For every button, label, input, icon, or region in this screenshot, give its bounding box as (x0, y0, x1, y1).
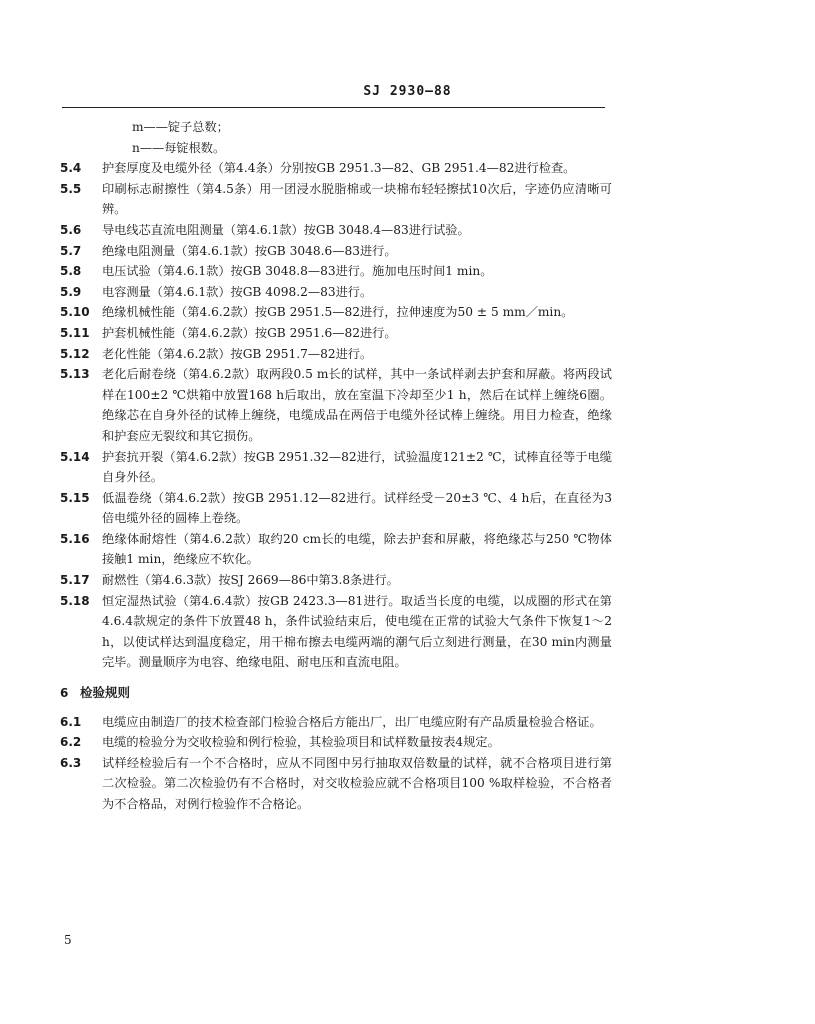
clause-text: 恒定湿热试验（第4.6.4款）按GB 2423.3—81进行。取适当长度的电缆，以成圈的形式在第4.6.4款规定的条件下放置48 h，条件试验结束后，使电缆在正常的试验大气条件下恢复1～2 h，以使试样达到温度稳定，用干棉布擦去电缆两端的潮气后立刻进行测量，在30 min内测量完毕。测量顺序为电容、绝缘电阻、耐电压和直流电阻。 (102, 593, 612, 670)
clause-text: 护套机械性能（第4.6.2款）按GB 2951.6—82进行。 (102, 325, 397, 340)
clause-number: 5.10 (60, 305, 90, 320)
clause-number: 5.6 (60, 222, 82, 237)
clause-number: 5.5 (60, 181, 82, 196)
clause-text: 绝缘电阻测量（第4.6.1款）按GB 3048.6—83进行。 (102, 243, 397, 258)
clause-text: 低温卷绕（第4.6.2款）按GB 2951.12—82进行。试样经受－20±3 ℃、4 h后，在直径为3倍电缆外径的圆棒上卷绕。 (102, 490, 612, 526)
clause-5-6 (60, 220, 612, 241)
clause-5-9 (60, 282, 612, 303)
clause-5-16 (60, 529, 612, 570)
clause-text: 耐燃性（第4.6.3款）按SJ 2669—86中第3.8条进行。 (102, 573, 399, 588)
page-number: 5 (64, 933, 72, 947)
clause-text: 老化后耐卷绕（第4.6.2款）取两段0.5 m长的试样，其中一条试样剥去护套和屏蔽。将两段试样在100±2 ℃烘箱中放置168 h后取出，放在室温下冷却至少1 h，然后在试样上缠绕6圈。绝缘芯在自身外径的试棒上缠绕，电缆成品在两倍于电缆外径试棒上缠绕。用目力检查，绝缘和护套应无裂纹和其它损伤。 (102, 367, 612, 443)
clause-text: 导电线芯直流电阻测量（第4.6.1款）按GB 3048.4—83进行试验。 (102, 222, 470, 237)
clause-number: 6.2 (60, 735, 82, 750)
variable-definition: n——每锭根数。 (132, 140, 226, 155)
clause-number: 6.3 (60, 755, 82, 770)
clause-text: 绝缘体耐熔性（第4.6.2款）取约20 cm长的电缆，除去护套和屏蔽，将绝缘芯与250 ℃物体接触1 min，绝缘应不软化。 (102, 531, 612, 567)
clause-number: 5.16 (60, 531, 90, 546)
clause-number: 5.8 (60, 264, 82, 279)
section-number: 6 (60, 686, 69, 701)
clause-number: 5.17 (60, 573, 90, 588)
clause-text: 电容测量（第4.6.1款）按GB 4098.2—83进行。 (102, 284, 373, 299)
clause-number: 5.14 (60, 449, 90, 464)
clause-5-8 (60, 261, 612, 282)
clause-5-4 (60, 158, 612, 179)
clause-text: 电压试验（第4.6.1款）按GB 3048.8—83进行。施加电压时间1 min。 (102, 264, 493, 279)
clause-number: 5.9 (60, 284, 82, 299)
header-rule (62, 107, 605, 108)
section-heading (60, 683, 612, 704)
clause-5-14 (60, 447, 612, 488)
clause-5-11 (60, 323, 612, 344)
clause-text: 电缆应由制造厂的技术检查部门检验合格后方能出厂，出厂电缆应附有产品质量检验合格证。 (102, 714, 602, 729)
clause-text: 绝缘机械性能（第4.6.2款）按GB 2951.5—82进行，拉伸速度为50 ± 5 mm／min。 (102, 305, 574, 320)
clause-text: 印刷标志耐擦性（第4.5条）用一团浸水脱脂棉或一块棉布轻轻擦拭10次后，字迹仍应清晰可辨。 (102, 181, 612, 217)
section-title: 检验规则 (80, 685, 131, 701)
clause-number: 5.15 (60, 490, 90, 505)
clause-5-7 (60, 241, 612, 262)
clause-number: 5.4 (60, 161, 82, 176)
clause-text: 护套厚度及电缆外径（第4.4条）分别按GB 2951.3—82、GB 2951.4—82进行检查。 (102, 161, 576, 176)
clause-5-12 (60, 344, 612, 365)
clause-5-17 (60, 570, 612, 591)
clause-text: 电缆的检验分为交收检验和例行检验，其检验项目和试样数量按表4规定。 (102, 735, 500, 750)
clause-5-18 (60, 591, 612, 673)
clause-text: 护套抗开裂（第4.6.2款）按GB 2951.32—82进行，试验温度121±2 ℃，试棒直径等于电缆自身外径。 (102, 449, 612, 485)
clause-5-10 (60, 302, 612, 323)
clause-5-13 (60, 364, 612, 446)
document-body (60, 117, 612, 815)
clause-number: 5.7 (60, 243, 82, 258)
clause-number: 5.13 (60, 367, 90, 382)
clause-number: 5.12 (60, 346, 90, 361)
variable-definition: m——锭子总数； (132, 120, 229, 134)
clause-number: 5.18 (60, 593, 90, 608)
clause-text: 试样经检验后有一个不合格时，应从不同图中另行抽取双倍数量的试样，就不合格项目进行第二次检验。第二次检验仍有不合格时，对交收检验应就不合格项目100 %取样检验，不合格者为不合格品，对例行检验作不合格论。 (102, 755, 612, 811)
document-code-header: SJ 2930—88 (363, 84, 452, 99)
clause-number: 5.11 (60, 325, 90, 340)
clause-6-3 (60, 753, 612, 815)
clause-5-15 (60, 488, 612, 529)
clause-number: 6.1 (60, 714, 82, 729)
clause-text: 老化性能（第4.6.2款）按GB 2951.7—82进行。 (102, 346, 373, 361)
clause-5-5 (60, 179, 612, 220)
clause-6-1 (60, 712, 612, 733)
clause-6-2 (60, 732, 612, 753)
